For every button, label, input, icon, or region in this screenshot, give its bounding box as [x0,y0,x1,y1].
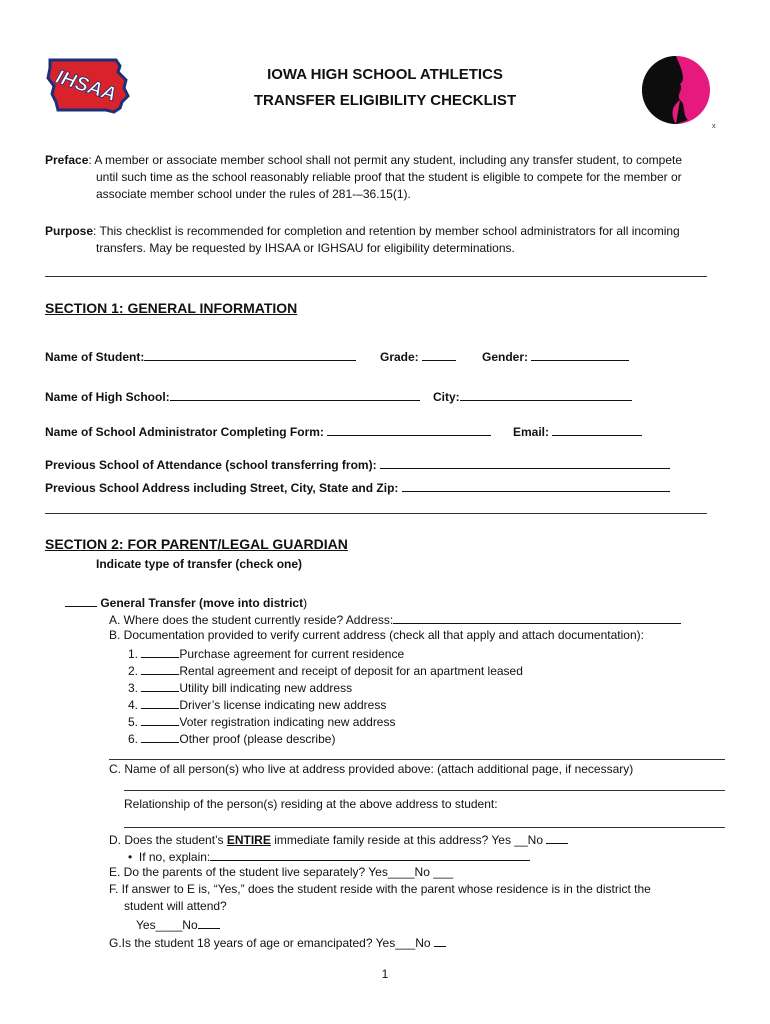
document-title-line-1: IOWA HIGH SCHOOL ATHLETICS [267,66,503,83]
doc-item-label: Rental agreement and receipt of deposit for an apartment leased [179,664,523,678]
doc-item-label: Driver’s license indicating new address [179,698,387,712]
bullet-icon: • [128,850,133,864]
ighsau-logo [640,54,716,128]
previous-school-field[interactable] [380,456,670,469]
preface-paragraph [45,152,710,203]
doc-item-number: 4. [128,698,139,712]
doc-item-number: 1. [128,647,139,661]
doc-item-label: Other proof (please describe) [179,732,336,746]
question-c-label: C. Name of all person(s) who live at address provided above: (attach additional page, if necessary) [109,762,634,776]
gender-row [482,348,629,364]
gender-field[interactable] [531,348,629,361]
doc-item-number: 6. [128,732,139,746]
grade-label: Grade: [380,350,419,364]
doc-item-label: Utility bill indicating new address [179,681,353,695]
purpose-label: Purpose [45,224,94,238]
no-field[interactable] [546,831,568,844]
document-title-line-2: TRANSFER ELIGIBILITY CHECKLIST [253,92,517,109]
divider [45,513,707,514]
explain-label: If no, explain: [138,850,211,864]
preface-line-2: until such time as the school reasonably reliable proof that the student is eligible to compete for the member or [96,170,682,184]
high-school-row [45,388,420,404]
previous-address-field[interactable] [402,479,670,492]
student-name-field[interactable] [144,348,356,361]
doc-item-number: 2. [128,664,139,678]
doc-item-checkbox[interactable] [141,696,179,709]
grade-row [380,348,456,364]
previous-school-label: Previous School of Attendance (school transferring from): [45,458,377,472]
gender-label: Gender: [482,350,529,364]
question-d-text: D. Does the student’s [109,833,227,847]
admin-field[interactable] [327,423,491,436]
purpose-paragraph [45,223,710,257]
question-g-label: G.Is the student 18 years of age or emancipated? Yes___No [109,936,431,950]
doc-item [128,645,404,661]
purpose-line-2: transfers. May be requested by IHSAA or IGHSAU for eligibility determinations. [96,241,515,255]
residents-field[interactable] [124,790,725,791]
city-row [433,388,632,404]
relationship-field[interactable] [124,827,725,828]
doc-item-checkbox[interactable] [141,645,179,658]
preface-label: Preface [45,153,89,167]
admin-row [45,423,491,439]
logo-mark: x [712,123,716,128]
question-d-row [109,831,568,847]
page-number: 1 [381,967,389,981]
question-d-text-end: immediate family reside at this address? Yes __No [270,833,543,847]
doc-item-checkbox[interactable] [141,662,179,675]
previous-address-row [45,479,670,495]
address-field[interactable] [393,611,681,624]
doc-item-number: 3. [128,681,139,695]
relationship-label: Relationship of the person(s) residing at the above address to student: [124,797,498,811]
doc-item-label: Voter registration indicating new address [179,715,396,729]
high-school-field[interactable] [170,388,420,401]
transfer-type-instruction: Indicate type of transfer (check one) [96,557,303,571]
doc-item-checkbox[interactable] [141,679,179,692]
question-f-yes-no: Yes____No [136,918,198,932]
purpose-line-1: : This checklist is recommended for completion and retention by member school administrators for all incoming [93,224,680,238]
student-name-row [45,348,356,364]
doc-item [128,696,386,712]
question-f-line-2: student will attend? [124,899,227,913]
doc-item [128,713,395,729]
section-1-heading: SECTION 1: GENERAL INFORMATION [45,300,298,316]
general-transfer-label: General Transfer (move into district [100,596,304,610]
city-field[interactable] [460,388,632,401]
description-field[interactable] [109,759,725,760]
doc-item-checkbox[interactable] [141,713,179,726]
general-transfer-row [65,594,307,610]
ihsaa-logo-text: IHSAA [53,65,119,107]
question-f-answer-row [136,916,220,932]
general-transfer-paren: ) [303,596,308,610]
student-name-label: Name of Student: [45,350,145,364]
no-field[interactable] [198,916,220,929]
divider [45,276,707,277]
explain-field[interactable] [210,848,530,861]
question-b-label: B. Documentation provided to verify current address (check all that apply and attach documentation): [109,628,644,642]
doc-item [128,679,352,695]
preface-line-1: : A member or associate member school shall not permit any student, including any transfer student, to compete [88,153,683,167]
entire-emphasis: ENTIRE [226,833,271,847]
preface-line-3: associate member school under the rules of 281-–36.15(1). [96,187,411,201]
question-a-label: A. Where does the student currently reside? Address: [109,613,394,627]
no-field[interactable] [434,934,446,947]
email-label: Email: [513,425,550,439]
grade-field[interactable] [422,348,456,361]
doc-item-label: Purchase agreement for current residence [179,647,405,661]
doc-item-number: 5. [128,715,139,729]
doc-item [128,662,523,678]
explain-row [128,848,530,864]
doc-item-checkbox[interactable] [141,730,179,743]
question-e-label: E. Do the parents of the student live separately? Yes____No ___ [109,865,454,879]
high-school-label: Name of High School: [45,390,170,404]
email-row [513,423,642,439]
question-f-line-1: F. If answer to E is, “Yes,” does the student reside with the parent whose residence is in the district the [109,882,651,896]
question-g-row [109,934,446,950]
previous-address-label: Previous School Address including Street, City, State and Zip: [45,481,399,495]
doc-item [128,730,335,746]
section-2-heading: SECTION 2: FOR PARENT/LEGAL GUARDIAN [45,536,348,552]
admin-label: Name of School Administrator Completing Form: [45,425,324,439]
general-transfer-checkbox[interactable] [65,594,97,607]
question-a-row [109,611,681,627]
previous-school-row [45,456,670,472]
city-label: City: [433,390,460,404]
email-field[interactable] [552,423,642,436]
